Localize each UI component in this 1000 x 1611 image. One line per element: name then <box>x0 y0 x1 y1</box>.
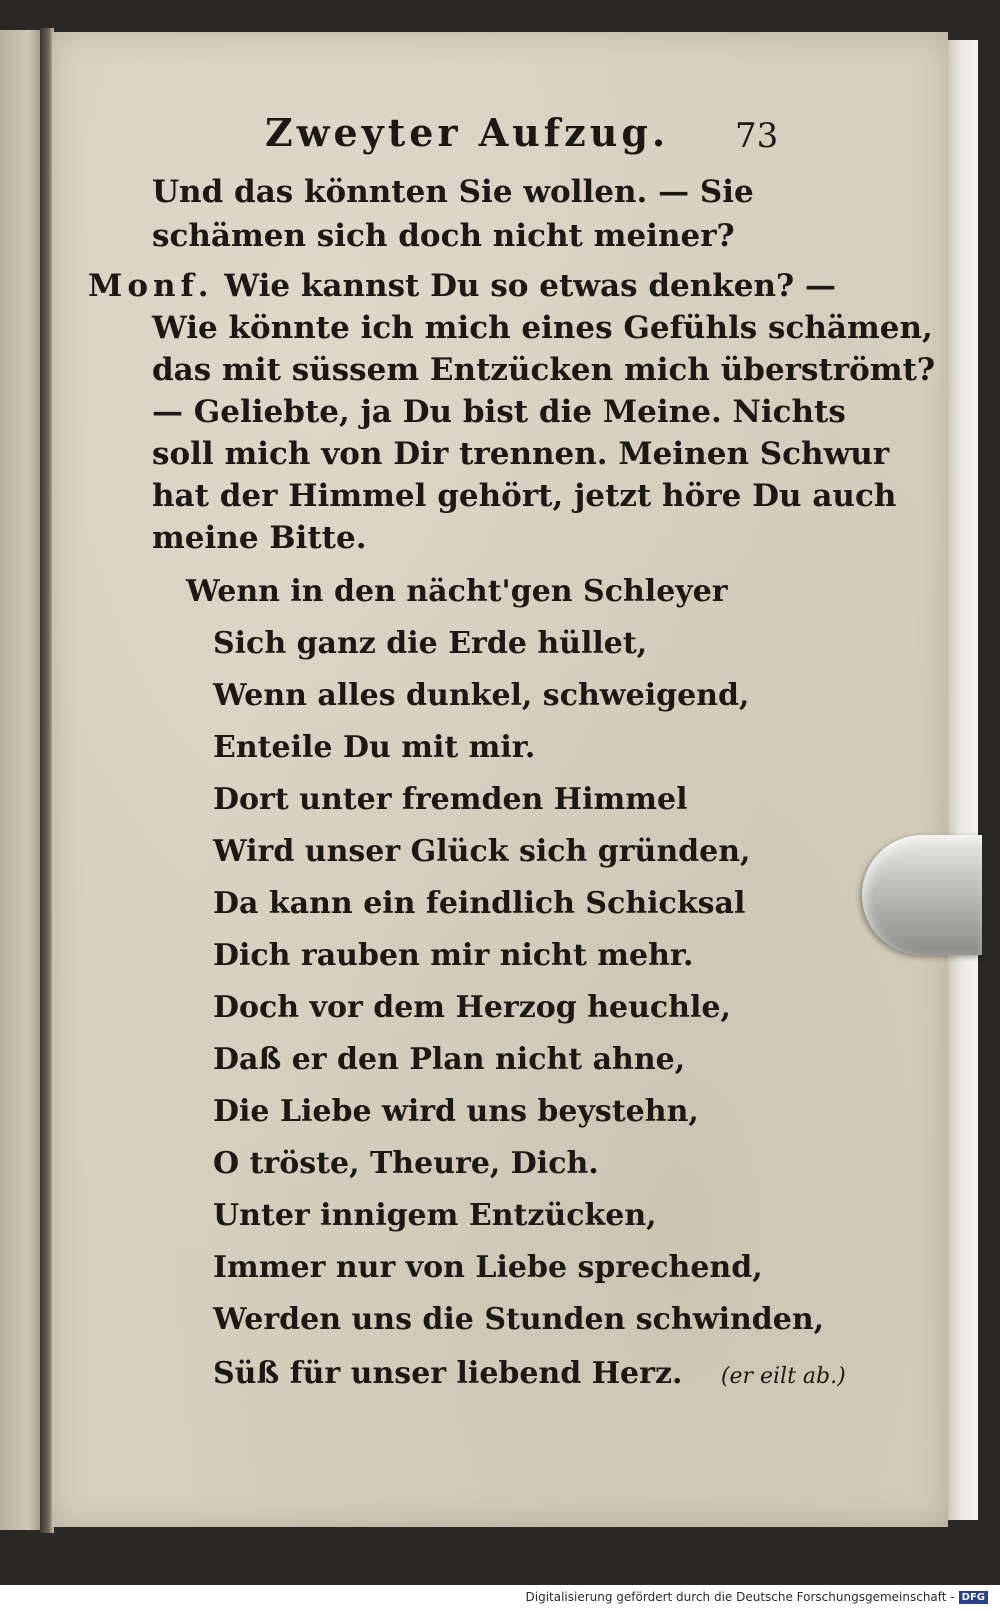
speech-line: Wie könnte ich mich eines Gefühls schämen, <box>152 310 933 346</box>
speech-line: das mit süssem Entzücken mich überströmt? <box>152 352 936 388</box>
speaker-first-line: Wie kannst Du so etwas denken? — <box>224 268 836 304</box>
verse-line: Wenn in den nächt'gen Schleyer <box>186 574 728 609</box>
digitization-credit <box>526 1590 989 1604</box>
verse-line: O tröste, Theure, Dich. <box>213 1146 599 1181</box>
running-header: Zweyter Aufzug. <box>265 110 670 155</box>
speaker-name: Monf. <box>88 268 214 304</box>
verse-line: Wird unser Glück sich gründen, <box>213 834 751 869</box>
speech-line: hat der Himmel gehört, jetzt höre Du auch <box>152 478 897 514</box>
verse-line: Dort unter fremden Himmel <box>213 782 688 817</box>
verse-line: Süß für unser liebend Herz. <box>213 1356 683 1391</box>
dialogue-line: schämen sich doch nicht meiner? <box>152 218 735 254</box>
verse-last-line <box>213 1356 846 1391</box>
speech-line: meine Bitte. <box>152 520 367 556</box>
verse-line: Doch vor dem Herzog heuchle, <box>213 990 731 1025</box>
verse-line: Immer nur von Liebe sprechend, <box>213 1250 763 1285</box>
verse-line: Sich ganz die Erde hüllet, <box>213 626 648 661</box>
dfg-logo: DFG <box>959 1591 988 1604</box>
verse-line: Wenn alles dunkel, schweigend, <box>213 678 750 713</box>
verse-line: Daß er den Plan nicht ahne, <box>213 1042 686 1077</box>
credit-text: Digitalisierung gefördert durch die Deutsche Forschungsgemeinschaft - <box>525 1590 955 1604</box>
dialogue-line: Und das könnten Sie wollen. — Sie <box>152 174 754 210</box>
verse-line: Unter innigem Entzücken, <box>213 1198 657 1233</box>
facing-page-edge <box>0 30 40 1530</box>
page-stack-edge <box>948 40 978 1520</box>
speech-line: soll mich von Dir trennen. Meinen Schwur <box>152 436 890 472</box>
verse-line: Werden uns die Stunden schwinden, <box>213 1302 825 1337</box>
speaker-line <box>88 268 836 304</box>
stage-direction: (er eilt ab.) <box>720 1364 846 1389</box>
verse-line: Dich rauben mir nicht mehr. <box>213 938 694 973</box>
verse-line: Enteile Du mit mir. <box>213 730 536 765</box>
verse-line: Die Liebe wird uns beystehn, <box>213 1094 699 1129</box>
verse-line: Da kann ein feindlich Schicksal <box>213 886 746 921</box>
speech-line: — Geliebte, ja Du bist die Meine. Nichts <box>152 394 846 430</box>
page-clip <box>862 835 982 955</box>
page-number: 73 <box>735 116 779 156</box>
